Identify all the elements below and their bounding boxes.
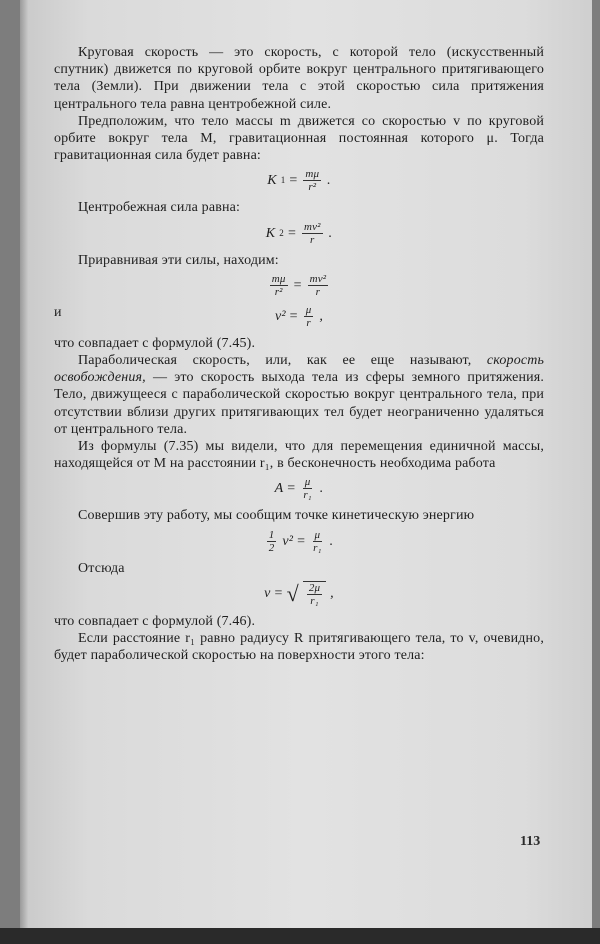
formula-symbol: v² [274,308,286,324]
text-run: — это скорость выхода тела из сферы земного притяжения. Тело, движущееся с параболической скоростью вокруг центрального тела, при отсутствии вблизи других притягивающих тел будет неограниченно удаляться от центрального тела. [54,370,544,437]
paragraph-centrifugal: Центробежная сила равна: [78,200,241,216]
page-number: 113 [520,834,541,849]
numerator: mμ [271,272,286,285]
sqrt-sign: √ [286,581,299,607]
scan-bottom-edge [0,928,600,944]
denominator: r₁ [303,489,312,502]
numerator: 2μ [308,581,321,594]
formula-punct: . [319,481,324,497]
numerator: μ [304,476,311,489]
formula-symbol: v² [282,533,294,549]
fraction [268,273,290,298]
emphasis-escape-velocity: скорость освобождения, [54,353,544,386]
conjunction-and: и [54,304,62,320]
fraction [265,529,279,554]
formula-centrifugal-force: K 2 = $\frac{\text{mv²}}{r}$ . [265,220,333,246]
formula-subscript: 1 [280,175,286,186]
formula-kinetic-energy: $\frac{1}{2}$ v² = $\frac{\mu}{\text{r₁}}$ . [54,529,544,554]
numerator: mv² [309,272,327,285]
paragraph-surface-velocity: Если расстояние r₁ равно радиусу R притягивающего тела, то v, очевидно, будет параболической скоростью на поверхности этого тела: [54,631,544,664]
paragraph-parabolic-velocity [54,352,544,438]
denominator: r₁ [310,594,319,607]
fraction [299,476,315,501]
paragraph-coincides-746: что совпадает с формулой (7.46). [54,613,256,629]
formula-subscript: 2 [279,227,284,238]
fraction [302,304,316,329]
paragraph-work-formula: Из формулы (7.35) мы видели, что для перемещения единичной массы, находящейся от M на расстоянии r₁, в бесконечность необходима работа [54,439,544,472]
numerator: μ [314,528,321,541]
denominator: r² [274,285,283,298]
formula-symbol: K [267,173,277,189]
formula-gravitational-force: K 1 = $\frac{m\mu}{\text{r²}}$ . [267,168,331,194]
paragraph-equating: Приравнивая эти силы, находим: [78,252,279,268]
formula-punct: , [319,308,324,324]
paragraph-circular-velocity: Круговая скорость — это скорость, с которой тело (искусственный спутник) движется по круговой орбите вокруг центрального притягивающего тела (Земли). При движении тела с этой скоростью сила притяжения центрального тела равна центробежной силе. [54,45,544,112]
text-run: Параболическая скорость, или, как ее еще называют, [78,353,487,369]
formula-parabolic-velocity: v = √ $\frac{2\mu}{\text{r₁}}$ , [264,581,334,607]
denominator: r₁ [313,541,322,554]
formula-work: A = $\frac{\mu}{\text{r₁}}$ . [274,476,324,502]
fraction [301,168,323,193]
denominator: r [315,285,321,298]
paragraph-assumption: Предположим, что тело массы m движется со скоростью v по круговой орбите вокруг тела M, гравитационная постоянная которого μ. Тогда гравитационная сила будет равна: [54,113,544,164]
numerator: 1 [268,528,275,541]
formula-symbol: A [274,481,284,497]
fraction [309,529,325,554]
formula-punct: , [330,586,334,602]
formula-symbol: v [264,586,271,602]
formula-equated-forces: $\frac{m\mu}{\text{r²}}$ = $\frac{\text{mv²}}{r}$ [54,273,544,298]
and-formula-row [54,304,544,329]
formula-punct: . [328,225,333,241]
formula-punct: . [327,173,331,189]
denominator: r [306,316,311,329]
denominator: 2 [268,541,275,554]
fraction [300,221,325,246]
numerator: μ [305,303,312,316]
body-text [54,44,544,664]
page-edge-shadow [20,0,28,944]
paragraph-hence: Отсюда [78,560,125,576]
fraction [306,273,331,298]
formula-symbol: K [265,225,276,241]
paragraph-coincides-745: что совпадает с формулой (7.45). [54,335,256,351]
numerator: mμ [305,168,320,181]
denominator: r [310,233,315,246]
book-page [20,0,592,944]
sqrt-body [303,581,326,607]
formula-velocity-squared: v² = $\frac{\mu}{r}$ , [274,303,324,329]
formula-punct: . [329,533,334,549]
fraction [305,582,324,607]
denominator: r² [308,181,317,194]
paragraph-kinetic-energy: Совершив эту работу, мы сообщим точке кинетическую энергию [78,508,475,524]
numerator: mv² [303,220,321,233]
